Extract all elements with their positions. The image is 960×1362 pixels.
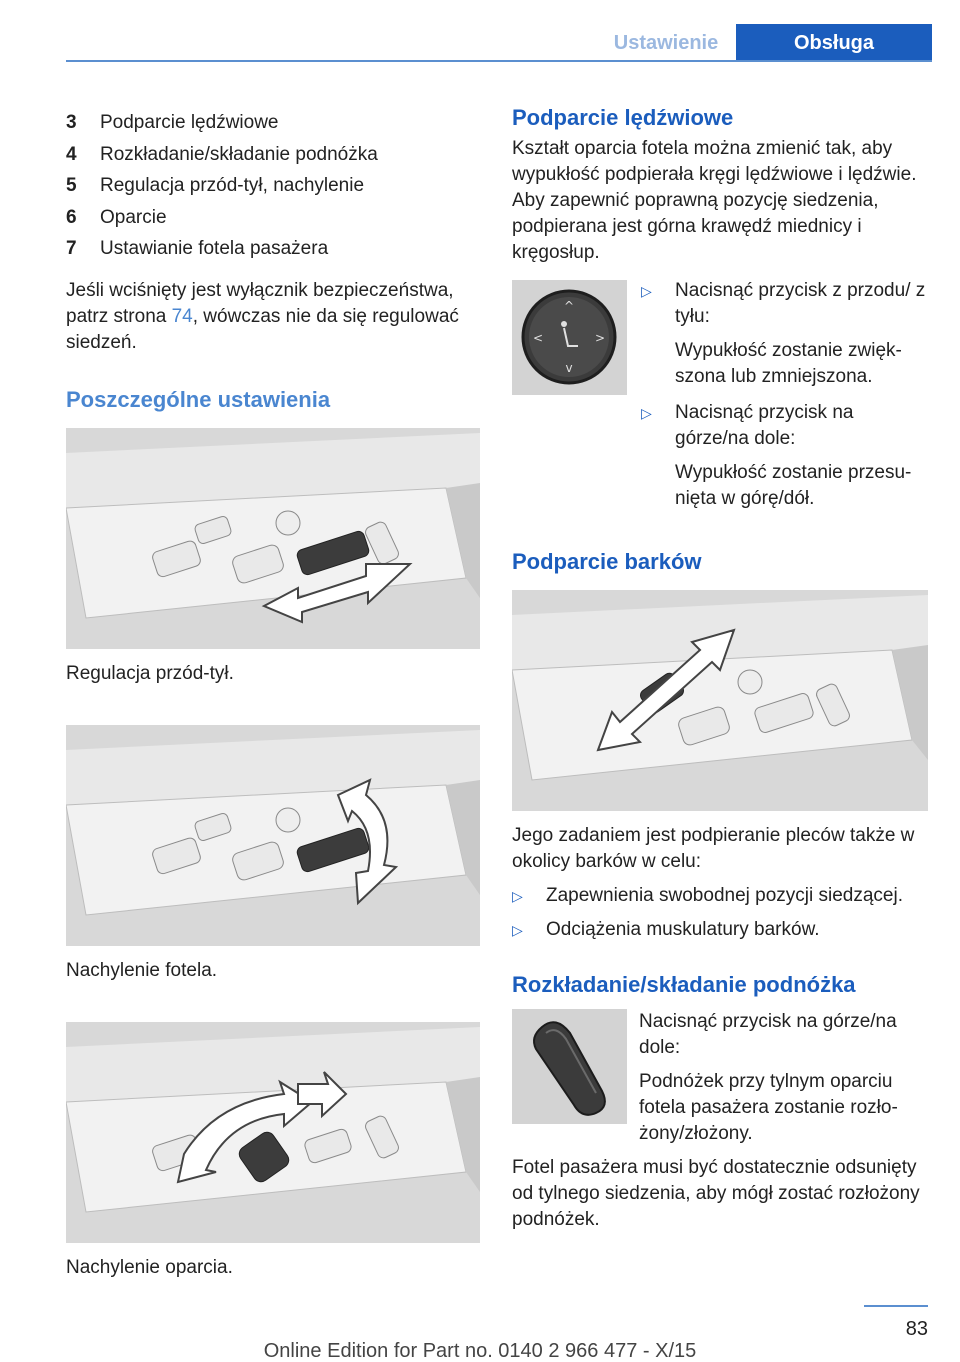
footrest-button-illustration [512, 1009, 627, 1124]
legend-item: 3 Podparcie lędźwiowe [66, 112, 279, 133]
seat-controls-illustration [66, 428, 480, 649]
footrest-instructions: Nacisnąć przycisk na górze/na dole: Podnóżek przy tylnym oparciu fotela pasażera zostanie rozłożony/złożony. [639, 1011, 898, 1144]
backrest-tilt-figure [66, 1022, 480, 1243]
triangle-bullet-icon: ▷ [641, 405, 652, 421]
svg-text:>: > [594, 331, 606, 345]
legend-item: 5 Regulacja przód-tył, nachylenie [66, 175, 365, 196]
lumbar-button-figure [512, 280, 627, 395]
legend-item: 6 Oparcie [66, 206, 167, 228]
list-item: ▷ Zapewnienia swobodnej pozycji siedzącej. [512, 883, 928, 909]
triangle-bullet-icon: ▷ [512, 888, 523, 904]
header-divider [66, 60, 932, 62]
list-item: ▷ Nacisnąć przycisk na górze/na dole: Wypukłość zostanie przesunięta w górę/dół. [641, 400, 928, 512]
caption-backrest-tilt: Nachylenie oparcia. [66, 1256, 233, 1278]
legend-item: 4 Rozkładanie/składanie podnóżka [66, 143, 378, 165]
lumbar-control-illustration [512, 280, 627, 395]
seat-tilt-figure [66, 725, 480, 946]
triangle-bullet-icon: ▷ [641, 283, 652, 299]
safety-switch-note: Jeśli wciśnięty jest wyłącznik bezpieczeństwa, patrz strona 74, wówczas nie da się regulować siedzeń. [66, 279, 459, 353]
seat-forward-back-figure [66, 428, 480, 649]
svg-text:^: ^ [563, 299, 575, 313]
lumbar-controls-block [512, 280, 928, 522]
tab-ustawienie[interactable]: Ustawienie [596, 24, 736, 62]
tab-obsluga[interactable]: Obsługa [736, 24, 932, 62]
list-item: ▷ Odciążenia muskulatury barków. [512, 917, 928, 943]
list-item: ▷ Nacisnąć przycisk z przodu/ z tyłu: Wypukłość zostanie zwiększona lub zmniejszona. [641, 278, 928, 390]
legend-item: 7 Ustawianie fotela pasażera [66, 238, 329, 259]
shoulder-support-figure [512, 590, 928, 811]
page-link[interactable]: 74 [171, 305, 193, 327]
footer-divider [864, 1305, 928, 1307]
left-column [66, 110, 480, 1281]
seat-controls-illustration [512, 590, 928, 811]
triangle-bullet-icon: ▷ [512, 922, 523, 938]
section-title-individual-settings: Poszczególne ustawienia [66, 386, 331, 412]
caption-forward-back: Regulacja przód-tył. [66, 662, 234, 684]
lumbar-description: Kształt oparcia fotela można zmienić tak, aby wypukłość podpierała kręgi lędźwiowe i lędźwie. Aby zapewnić poprawną pozycję siedzenia, podpierana jest górna krawędź miednicy i kręgosłup. [512, 138, 917, 263]
footrest-controls-block [512, 1009, 928, 1147]
right-column [512, 104, 928, 1233]
edition-footer: Online Edition for Part no. 0140 2 966 477 - X/15 [263, 1340, 697, 1362]
numbered-legend [66, 110, 480, 268]
section-title-lumbar: Podparcie lędźwiowe [512, 105, 734, 130]
shoulder-purposes [512, 883, 928, 943]
seat-controls-illustration [66, 1022, 480, 1243]
shoulder-description: Jego zadaniem jest podpieranie pleców także w okolicy barków w celu: [512, 825, 915, 872]
svg-text:<: < [532, 331, 544, 345]
lumbar-steps [641, 278, 928, 522]
section-title-footrest: Rozkładanie/składanie podnóżka [512, 972, 856, 997]
page-header [0, 0, 960, 62]
page-number: 83 [905, 1318, 928, 1340]
seat-controls-illustration [66, 725, 480, 946]
section-title-shoulder: Podparcie barków [512, 549, 702, 574]
svg-text:v: v [565, 361, 573, 375]
footrest-note: Fotel pasażera musi być dostatecznie odsunięty od tylnego siedzenia, aby mógł zostać rozłożony podnóżek. [512, 1157, 920, 1230]
caption-seat-tilt: Nachylenie fotela. [66, 959, 218, 981]
footrest-button-figure [512, 1009, 627, 1124]
